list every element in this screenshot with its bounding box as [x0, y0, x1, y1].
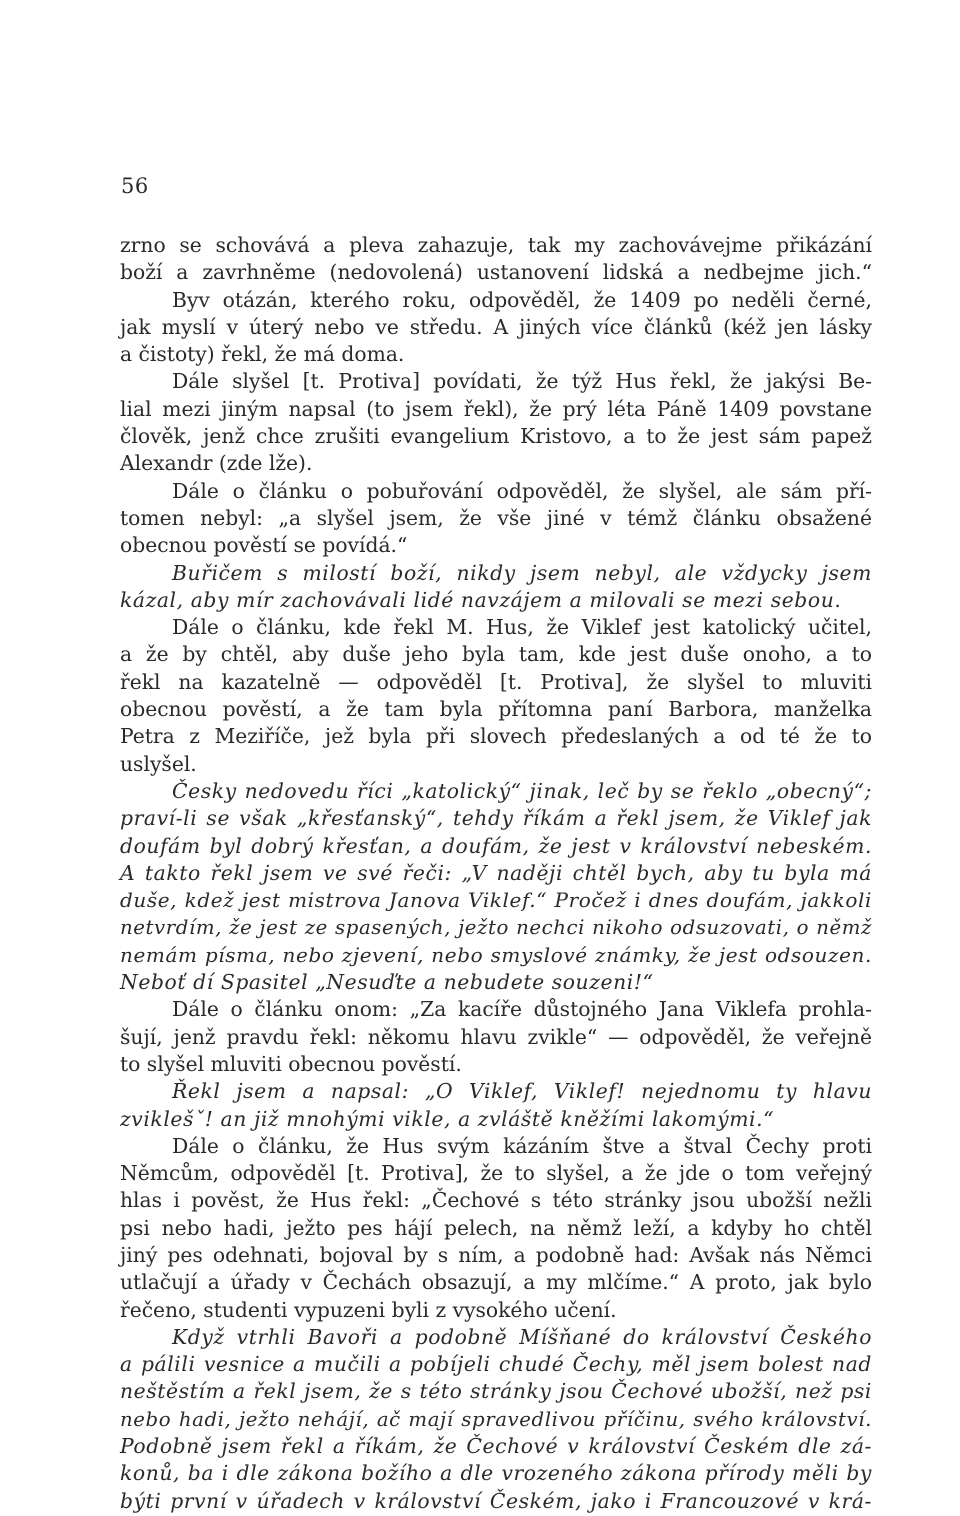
text-line: řečeno, studenti vypuzeni byli z vysokého učení.	[120, 1297, 617, 1322]
italic-text-line: a pálili vesnice a mučili a pobíjeli chudé Čechy, měl jsem bolest nad	[120, 1352, 872, 1377]
page-number: 56	[121, 174, 149, 198]
text-line: obecnou pověstí se povídá.“	[120, 533, 408, 558]
text-line: a že by chtěl, aby duše jeho byla tam, kde jest duše onoho, a to	[120, 642, 872, 667]
text-line: to slyšel mluviti obecnou pověstí.	[120, 1051, 462, 1076]
italic-text-line: býti první v úřadech v království Českém, jako i Francouzové v krá-	[120, 1488, 872, 1513]
italic-text-line: Buřičem s milostí boží, nikdy jsem nebyl, ale vždycky jsem	[172, 560, 872, 585]
italic-text-line: netvrdím, že jest ze spasených, ježto nechci nikoho odsuzovati, o němž	[120, 916, 872, 940]
italic-text-line: zviklešˇ! an již mnohými vikle, a zvláště kněžími lakomými.“	[120, 1106, 775, 1131]
italic-text-line: duše, kdež jest mistrova Janova Viklef.“ Pročež i dnes doufám, jakkoli	[120, 888, 872, 913]
text-line: uslyšel.	[120, 751, 197, 776]
text-line: hlas i pověst, že Hus řekl: „Čechové s této stránky jsou ubožší nežli	[120, 1188, 872, 1213]
italic-text-line: Když vtrhli Bavoři a podobně Míšňané do království Českého	[172, 1324, 872, 1349]
italic-text-line: Neboť dí Spasitel „Nesuďte a nebudete souzeni!“	[120, 970, 654, 995]
italic-text-line: A takto řekl jsem ve své řeči: „V naději chtěl bych, aby tu byla má	[120, 860, 872, 885]
text-line: Dále o článku o pobuřování odpověděl, že slyšel, ale sám pří-	[172, 478, 872, 503]
text-line: jiný pes odehnati, bojoval by s ním, a podobně had: Avšak nás Němci	[120, 1242, 872, 1267]
text-line: Dále o článku onom: „Za kacíře důstojného Jana Viklefa prohla-	[172, 997, 872, 1022]
italic-text-line: praví-li se však „křesťanský“, tehdy říkám a řekl jsem, že Viklef jak	[120, 806, 872, 831]
text-line: tomen nebyl: „a slyšel jsem, že vše jiné v témž článku obsažené	[120, 505, 872, 530]
text-line: Dále o článku, že Hus svým kázáním štve a štval Čechy proti	[172, 1133, 872, 1158]
text-line: Němcům, odpověděl [t. Protiva], že to slyšel, a že jde o tom veřejný	[120, 1161, 872, 1186]
italic-text-line: nemám písma, nebo zjevení, nebo smyslové známky, že jest odsouzen.	[120, 942, 872, 967]
italic-text-line: neštěstím a řekl jsem, že s této stránky jsou Čechové ubožší, než psi	[120, 1379, 872, 1404]
text-line: Dále o článku, kde řekl M. Hus, že Viklef jest katolický učitel,	[172, 615, 872, 640]
italic-text-line: nebo hadi, ježto nehájí, ač mají spravedlivou příčinu, svého království.	[120, 1407, 872, 1431]
text-line: Petra z Meziříče, jež byla při slovech předeslaných a od té že to	[120, 724, 872, 749]
text-line: utlačují a úřady v Čechách obsazují, a my mlčíme.“ A proto, jak bylo	[120, 1270, 872, 1295]
italic-text-line: doufám byl dobrý křesťan, a doufám, že jest v království nebeském.	[120, 833, 872, 858]
italic-text-line: Česky nedovedu říci „katolický“ jinak, leč by se řeklo „obecný“;	[172, 778, 872, 803]
italic-text-line: kázal, aby mír zachovávali lidé navzájem a milovali se mezi sebou.	[120, 587, 842, 612]
text-line: Alexandr (zde lže).	[120, 451, 313, 476]
text-line: obecnou pověstí, a že tam byla přítomna paní Barbora, manželka	[120, 697, 872, 722]
text-line: zrno se schovává a pleva zahazuje, tak my zachovávejme přikázání	[120, 233, 872, 257]
text-line: boží a zavrhněme (nedovolená) ustanovení lidská a nedbejme jich.“	[120, 260, 872, 285]
text-line: člověk, jenž chce zrušiti evangelium Kristovo, a to že jest sám papež	[120, 424, 872, 449]
text-line: a čistoty) řekl, že má doma.	[120, 342, 405, 367]
text-line: jak myslí v úterý nebo ve středu. A jiných více článků (kéž jen lásky	[120, 314, 872, 339]
italic-text-line: konů, ba i dle zákona božího a dle vrozeného zákona přírody měli by	[120, 1461, 872, 1486]
italic-text-line: Řekl jsem a napsal: „O Viklef, Viklef! nejednomu ty hlavu	[172, 1079, 872, 1104]
text-line: lial mezi jiným napsal (to jsem řekl), že prý léta Páně 1409 povstane	[120, 396, 872, 421]
text-line: šují, jenž pravdu řekl: někomu hlavu zvikle“ — odpověděl, že veřejně	[120, 1024, 872, 1049]
body-text	[120, 232, 872, 1515]
italic-text-line: Podobně jsem řekl a říkám, že Čechové v království Českém dle zá-	[120, 1434, 872, 1459]
text-line: řekl na kazatelně — odpověděl [t. Protiva], že slyšel to mluviti	[120, 669, 872, 694]
text-line: Dále slyšel [t. Protiva] povídati, že týž Hus řekl, že jakýsi Be-	[172, 369, 872, 394]
text-line: Byv otázán, kterého roku, odpověděl, že 1409 po neděli černé,	[172, 287, 872, 312]
text-line: psi nebo hadi, ježto pes hájí pelech, na němž leží, a kdyby ho chtěl	[120, 1215, 872, 1240]
